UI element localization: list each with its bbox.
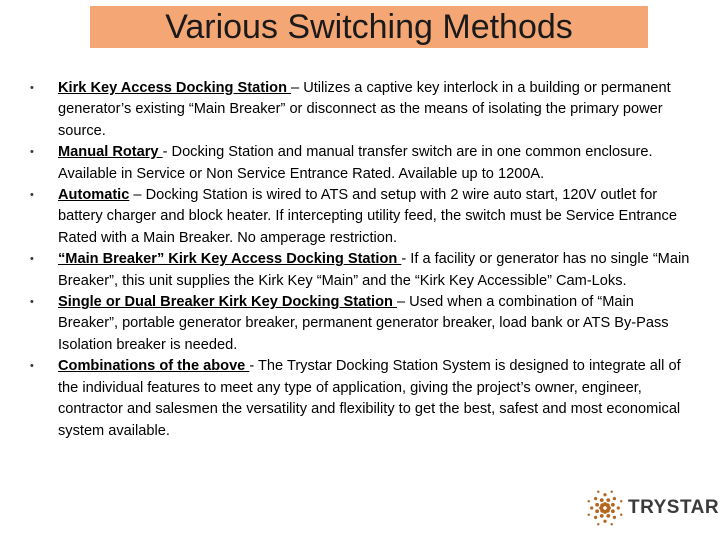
bullet-term: Manual Rotary xyxy=(58,144,163,161)
logo-dot xyxy=(600,498,604,502)
logo-dot xyxy=(617,506,620,509)
bullet-text: – Docking Station is wired to ATS and setup with 2 wire auto start, 120V outlet for battery charger and block heater. If intercepting utility feed, the switch must be Service Entrance Rated with a Main Breaker. No amperage restriction. xyxy=(58,187,677,246)
bullet-item-main-breaker xyxy=(30,249,690,292)
logo-dot xyxy=(597,491,599,493)
logo-dot xyxy=(610,491,612,493)
logo-dot xyxy=(613,497,616,500)
bullet-text: - Docking Station and manual transfer switch are in one common enclosure. Available in Service or Non Service Entrance Rated. Available up to 1200A. xyxy=(58,144,653,182)
logo-dot xyxy=(606,503,610,507)
dotted-burst-icon xyxy=(586,489,624,527)
bullet-item-single-dual-breaker xyxy=(30,292,690,356)
slide-title: Various Switching Methods xyxy=(165,7,573,46)
logo-dot xyxy=(611,503,615,507)
logo-dot xyxy=(597,523,599,525)
bullet-icon: • xyxy=(30,146,34,159)
logo-wordmark: TRYSTAR xyxy=(628,497,720,518)
logo-dot xyxy=(606,514,610,518)
logo-dot xyxy=(594,497,597,500)
bullet-text: – Used when a combination of “Main Breaker”, portable generator breaker, permanent generator breaker, load bank or ATS By-Pass Isolation breaker is needed. xyxy=(58,294,669,353)
logo-dot xyxy=(610,523,612,525)
bullet-term: Kirk Key Access Docking Station xyxy=(58,80,292,96)
bullet-term: “Main Breaker” Kirk Key Access Docking Station xyxy=(58,251,402,268)
bullet-item-automatic xyxy=(30,185,690,249)
bullet-list xyxy=(30,78,690,442)
bullet-text: – Utilizes a captive key interlock in a building or permanent generator’s existing “Main Breaker” or disconnect as the means of isolating the primary power source. xyxy=(58,80,671,139)
logo-dot xyxy=(594,516,597,519)
trystar-logo xyxy=(586,488,719,528)
bullet-icon: • xyxy=(30,360,34,373)
logo-dot xyxy=(613,516,616,519)
logo-dot xyxy=(620,500,622,502)
bullet-text: - The Trystar Docking Station System is designed to integrate all of the individual features to meet any type of application, giving the project’s owner, engineer, contractor and salesmen the versatility and flexibility to get the best, safest and most economical system available. xyxy=(58,358,681,439)
logo-dot xyxy=(603,493,606,496)
bullet-icon: • xyxy=(30,189,34,202)
logo-dot xyxy=(603,520,606,523)
logo-dot xyxy=(600,514,604,518)
bullet-term: Automatic xyxy=(58,187,130,204)
bullet-icon: • xyxy=(30,253,34,266)
bullet-item-combinations xyxy=(30,356,690,442)
logo-dot xyxy=(620,513,622,515)
bullet-term: Combinations of the above xyxy=(58,358,250,375)
logo-dot xyxy=(611,509,615,513)
bullet-icon: • xyxy=(30,82,34,94)
logo-dot xyxy=(588,513,590,515)
title-banner xyxy=(90,6,648,48)
logo-dot xyxy=(588,500,590,502)
bullet-icon: • xyxy=(30,296,34,309)
bullet-term: Single or Dual Breaker Kirk Key Docking Station xyxy=(58,294,397,311)
logo-dot xyxy=(606,498,610,502)
bullet-item-kirk-key xyxy=(30,78,690,142)
bullet-text: - If a facility or generator has no single “Main Breaker”, this unit supplies the Kirk Key “Main” and the “Kirk Key Accessible” Cam-Loks. xyxy=(58,251,690,289)
bullet-item-manual-rotary xyxy=(30,142,690,185)
logo-dot xyxy=(595,503,599,507)
logo-dot xyxy=(595,509,599,513)
logo-dot xyxy=(590,506,593,509)
